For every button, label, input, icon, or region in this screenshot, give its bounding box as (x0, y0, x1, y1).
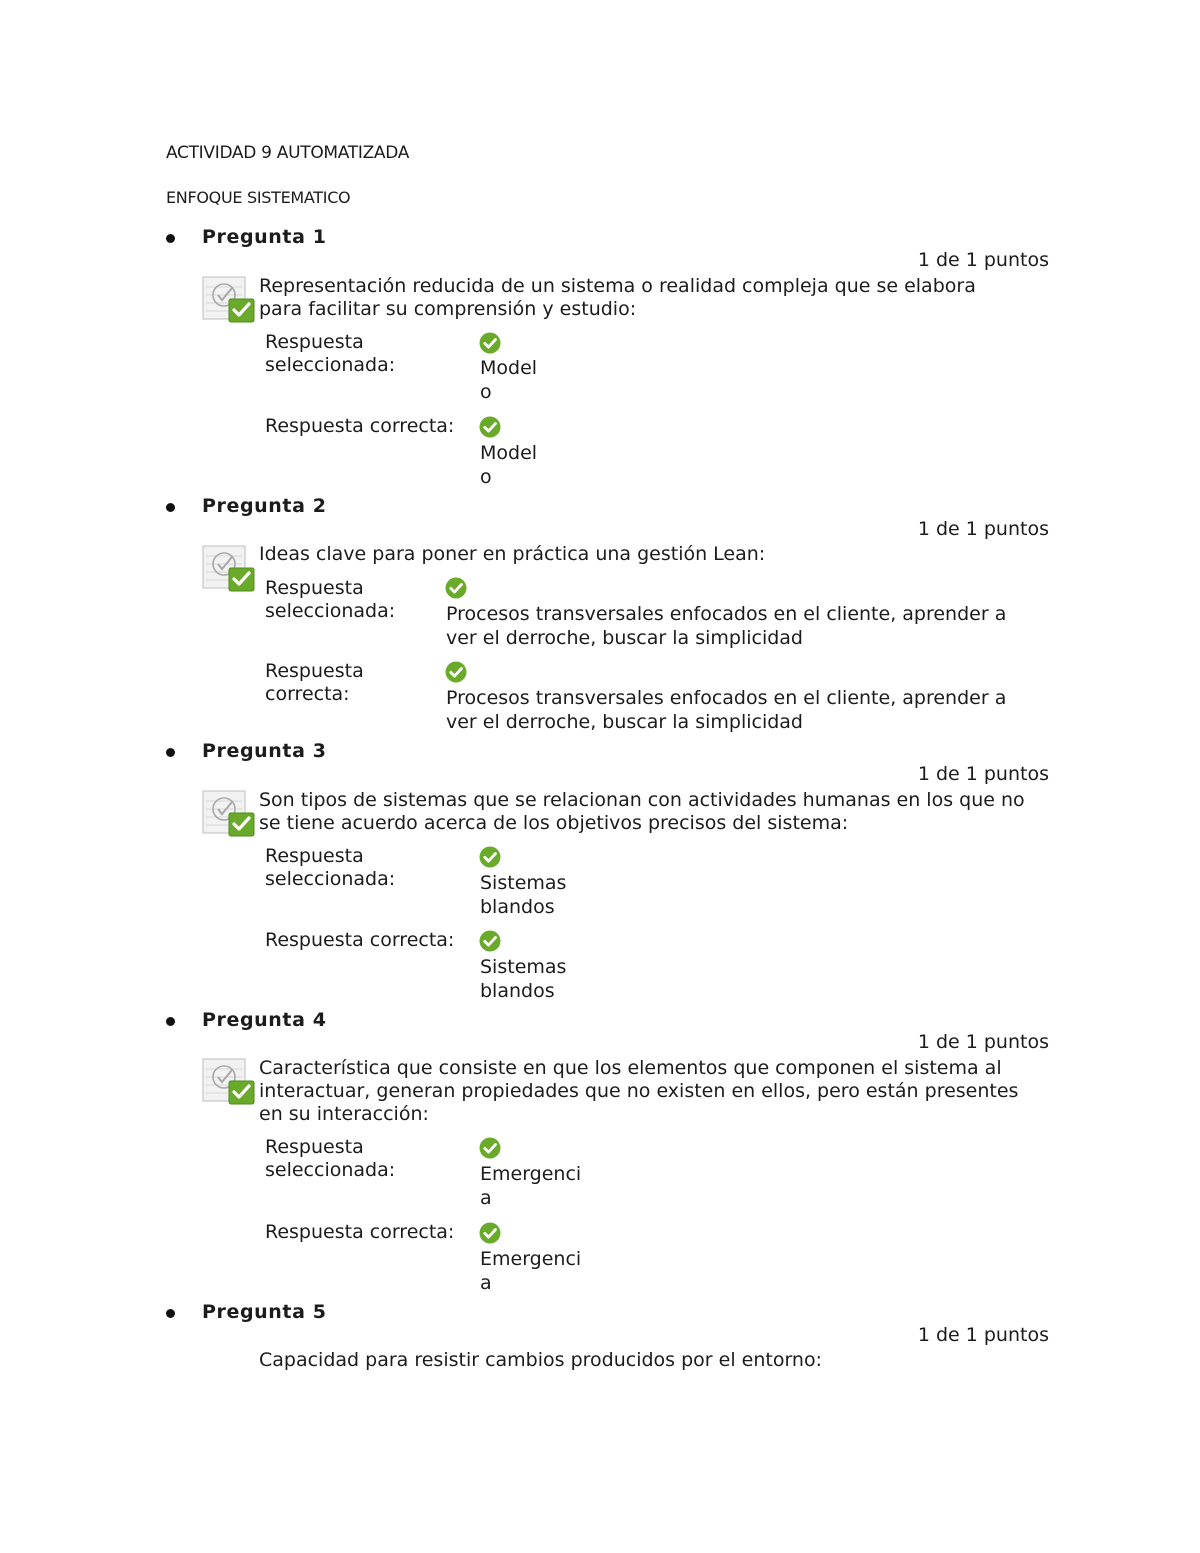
correct-answer-value: Emergenci a (480, 1248, 582, 1294)
correct-answer-label: Respuesta correcta: (265, 1221, 455, 1243)
question-heading: Pregunta 3 (202, 740, 327, 762)
correct-answer-label: Respuesta correcta: (265, 415, 455, 437)
correct-answer-value: Sistemas blandos (480, 956, 567, 1002)
checkmark-icon (479, 332, 501, 354)
checkmark-icon (479, 930, 501, 952)
question-text: Son tipos de sistemas que se relacionan con actividades humanas en los que no se tiene acuerdo acerca de los objetivos precisos del sistema: (259, 789, 1025, 834)
document-subtitle: ENFOQUE SISTEMATICO (166, 188, 351, 207)
question-text: Representación reducida de un sistema o realidad compleja que se elabora para facilitar su comprensión y estudio: (259, 275, 976, 320)
selected-answer-label: Respuesta seleccionada: (265, 331, 396, 376)
question-text: Capacidad para resistir cambios producidos por el entorno: (259, 1349, 823, 1371)
question-heading: Pregunta 2 (202, 495, 327, 517)
bullet-icon (166, 503, 175, 512)
question-points: 1 de 1 puntos (917, 518, 1049, 540)
checkmark-icon (445, 661, 467, 683)
checkmark-icon (479, 1222, 501, 1244)
correct-answer-label: Respuesta correcta: (265, 929, 455, 951)
question-text: Ideas clave para poner en práctica una gestión Lean: (259, 543, 766, 565)
checkmark-icon (479, 416, 501, 438)
bullet-icon (166, 748, 175, 757)
selected-answer-label: Respuesta seleccionada: (265, 845, 396, 890)
question-points: 1 de 1 puntos (917, 1031, 1049, 1053)
selected-answer-value: Procesos transversales enfocados en el cliente, aprender a ver el derroche, buscar la simplicidad (446, 603, 1007, 649)
checkmark-icon (479, 846, 501, 868)
bullet-icon (166, 1017, 175, 1026)
selected-answer-value: Model o (480, 357, 538, 403)
question-points: 1 de 1 puntos (917, 1324, 1049, 1346)
question-text: Característica que consiste en que los elementos que componen el sistema al interactuar, generan propiedades que no existen en ellos, pero están presentes en su interacción: (259, 1057, 1019, 1125)
bullet-icon (166, 1309, 175, 1318)
document-title: ACTIVIDAD 9 AUTOMATIZADA (166, 143, 410, 163)
correct-answer-value: Model o (480, 442, 538, 488)
bullet-icon (166, 234, 175, 243)
selected-answer-value: Emergenci a (480, 1163, 582, 1209)
question-points: 1 de 1 puntos (917, 249, 1049, 271)
selected-answer-label: Respuesta seleccionada: (265, 1136, 396, 1181)
correct-answer-label: Respuesta correcta: (265, 660, 364, 705)
question-heading: Pregunta 4 (202, 1009, 327, 1031)
question-heading: Pregunta 1 (202, 226, 327, 248)
graded-correct-icon (202, 1056, 256, 1106)
checkmark-icon (445, 577, 467, 599)
selected-answer-label: Respuesta seleccionada: (265, 577, 396, 622)
graded-correct-icon (202, 788, 256, 838)
graded-correct-icon (202, 274, 256, 324)
selected-answer-value: Sistemas blandos (480, 872, 567, 918)
question-points: 1 de 1 puntos (917, 763, 1049, 785)
graded-correct-icon (202, 543, 256, 593)
correct-answer-value: Procesos transversales enfocados en el cliente, aprender a ver el derroche, buscar la simplicidad (446, 687, 1007, 733)
question-heading: Pregunta 5 (202, 1301, 327, 1323)
checkmark-icon (479, 1137, 501, 1159)
